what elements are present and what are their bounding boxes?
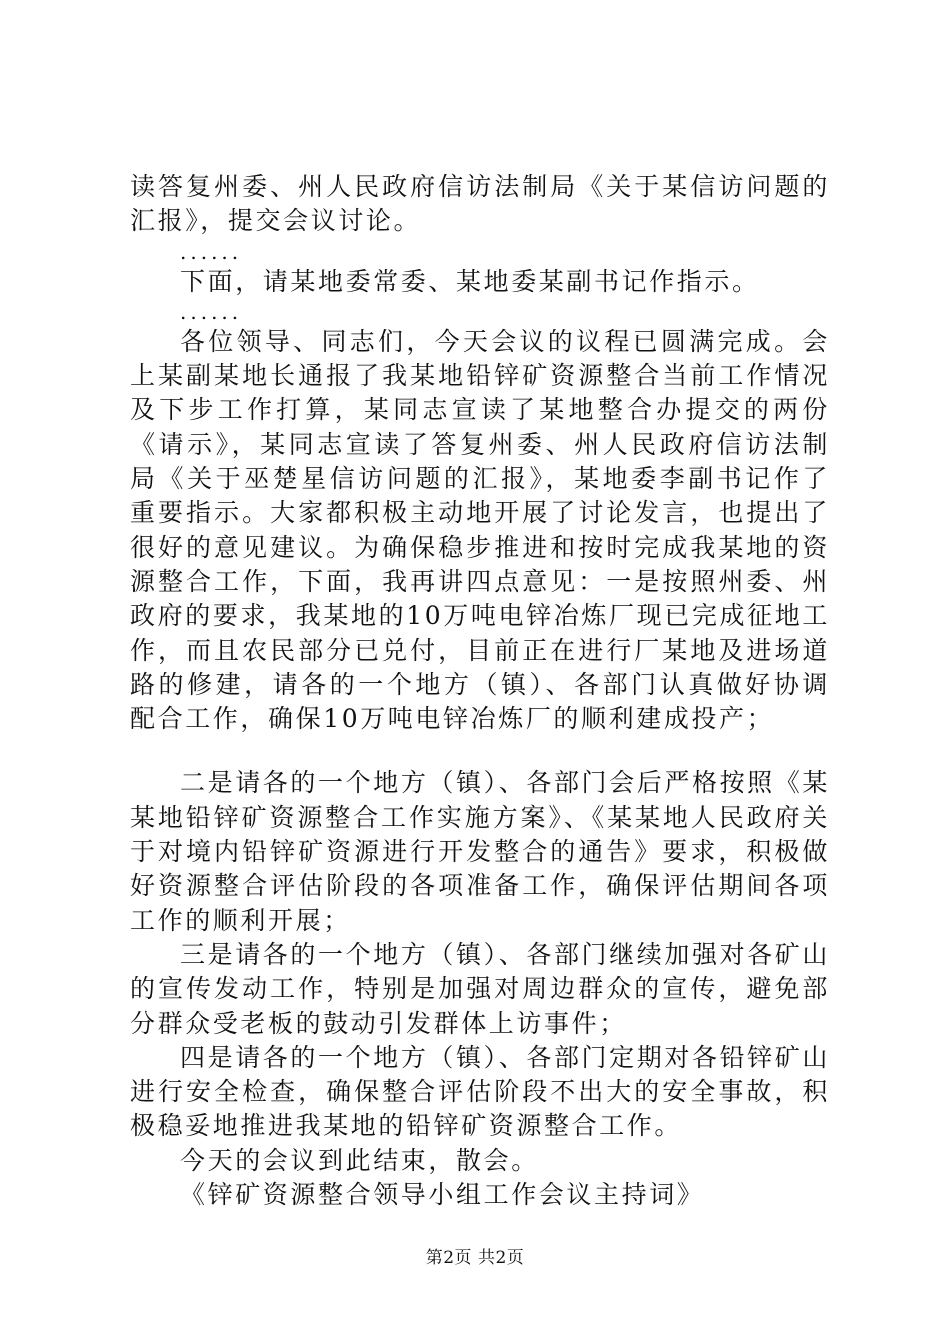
paragraph-instruction: 下面，请某地委常委、某地委某副书记作指示。 — [180, 266, 760, 296]
ellipsis-separator: ...... — [180, 299, 243, 324]
document-body — [130, 170, 830, 1212]
paragraph-point-two: 二是请各的一个地方（镇）、各部门会后严格按照《某某地铅锌矿资源整合工作实施方案》、《某某地人民政府关于对境内铅锌矿资源进行开发整合的通告》要求，积极做好资源整合评估阶段的各项准备工作，确保评估期间各项工作的顺利开展； — [130, 768, 830, 935]
paragraph-point-three: 三是请各的一个地方（镇）、各部门继续加强对各矿山的宣传发动工作，特别是加强对周边群众的宣传，避免部分群众受老板的鼓动引发群体上访事件； — [130, 939, 830, 1038]
paragraph-closing: 今天的会议到此结束，散会。 — [180, 1145, 539, 1175]
paragraph-summary: 各位领导、同志们，今天会议的议程已圆满完成。会上某副某地长通报了我某地铅锌矿资源整合当前工作情况及下步工作打算，某同志宣读了某地整合办提交的两份《请示》，某同志宣读了答复州委、州人民政府信访法制局《关于巫楚星信访问题的汇报》，某地委李副书记作了重要指示。大家都积极主动地开展了讨论发言，也提出了很好的意见建议。为确保稳步推进和按时完成我某地的资源整合工作，下面，我再讲四点意见：一是按照州委、州政府的要求，我某地的10万吨电锌冶炼厂现已完成征地工作，而且农民部分已兑付，目前正在进行厂某地及进场道路的修建，请各的一个地方（镇）、各部门认真做好协调配合工作，确保10万吨电锌冶炼厂的顺利建成投产； — [130, 326, 830, 734]
paragraph-continuation: 读答复州委、州人民政府信访法制局《关于某信访问题的汇报》，提交会议讨论。 — [130, 172, 830, 236]
document-title-line: 《锌矿资源整合领导小组工作会议主持词》 — [180, 1180, 705, 1210]
page-footer: 第2页 共2页 — [425, 1248, 525, 1268]
paragraph-point-four: 四是请各的一个地方（镇）、各部门定期对各铅锌矿山进行安全检查，确保整合评估阶段不出大的安全事故，积极稳妥地推进我某地的铅锌矿资源整合工作。 — [130, 1042, 830, 1141]
ellipsis-separator: ...... — [180, 239, 243, 264]
paragraph-gap — [130, 736, 830, 766]
